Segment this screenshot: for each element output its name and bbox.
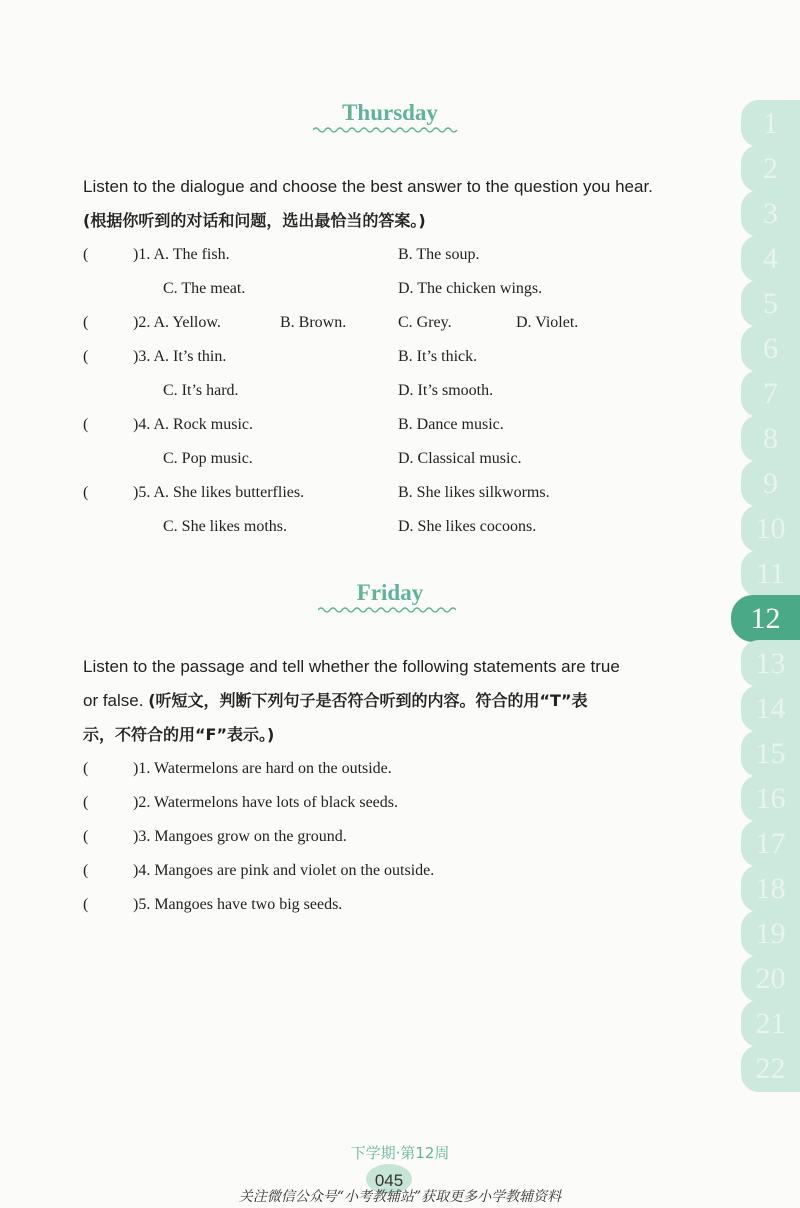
question-row bbox=[0, 340, 740, 374]
tab-week-1[interactable]: 1 bbox=[741, 100, 800, 147]
tab-week-15[interactable]: 15 bbox=[741, 730, 800, 777]
question-number: )1. A. The fish. bbox=[133, 246, 230, 263]
statement-text: )2. Watermelons have lots of black seeds. bbox=[133, 794, 399, 811]
statement-row bbox=[0, 820, 740, 854]
tab-week-14[interactable]: 14 bbox=[741, 685, 800, 732]
option-b: B. The soup. bbox=[398, 246, 480, 263]
answer-blank: ( bbox=[83, 246, 89, 263]
tab-week-3[interactable]: 3 bbox=[741, 190, 800, 237]
statement-text: )3. Mangoes grow on the ground. bbox=[133, 828, 347, 845]
question-row bbox=[0, 238, 740, 272]
answer-blank: ( bbox=[83, 348, 89, 365]
answer-blank: ( bbox=[83, 760, 89, 777]
statement-row bbox=[0, 786, 740, 820]
footer-week-label: 下学期·第12周 bbox=[350, 1144, 450, 1162]
tab-week-20[interactable]: 20 bbox=[741, 955, 800, 1002]
tab-week-2[interactable]: 2 bbox=[741, 145, 800, 192]
title-underline-wave bbox=[313, 126, 461, 134]
question-row-continued bbox=[0, 374, 740, 408]
friday-instruction bbox=[83, 650, 695, 752]
title-underline-wave bbox=[318, 606, 456, 614]
question-row-continued bbox=[0, 442, 740, 476]
question-row bbox=[0, 306, 740, 340]
question-row-continued bbox=[0, 510, 740, 544]
question-row bbox=[0, 408, 740, 442]
tab-week-11[interactable]: 11 bbox=[741, 550, 800, 597]
friday-instruction-en-1: Listen to the passage and tell whether the following statements are true bbox=[83, 657, 620, 676]
tab-week-22[interactable]: 22 bbox=[741, 1045, 800, 1092]
question-number: )2. A. Yellow. bbox=[133, 314, 221, 331]
page-number: 045 bbox=[366, 1164, 412, 1194]
option-d: D. Classical music. bbox=[398, 450, 522, 467]
answer-blank: ( bbox=[83, 484, 89, 501]
answer-blank: ( bbox=[83, 794, 89, 811]
tab-week-12[interactable]: 12 bbox=[731, 595, 800, 642]
tab-week-17[interactable]: 17 bbox=[741, 820, 800, 867]
tab-week-21[interactable]: 21 bbox=[741, 1000, 800, 1047]
tab-week-4[interactable]: 4 bbox=[741, 235, 800, 282]
option-d: D. It’s smooth. bbox=[398, 382, 494, 399]
friday-instruction-cn-1: (听短文，判断下列句子是否符合听到的内容。符合的用“T”表 bbox=[148, 691, 588, 710]
option-b: B. Brown. bbox=[280, 314, 347, 331]
option-c: C. She likes moths. bbox=[163, 518, 288, 535]
option-b: B. Dance music. bbox=[398, 416, 504, 433]
statement-text: )4. Mangoes are pink and violet on the outside. bbox=[133, 862, 435, 879]
question-row bbox=[0, 476, 740, 510]
thursday-instruction-en: Listen to the dialogue and choose the best answer to the question you hear. bbox=[83, 177, 653, 196]
answer-blank: ( bbox=[83, 828, 89, 845]
option-b: B. It’s thick. bbox=[398, 348, 478, 365]
tab-week-8[interactable]: 8 bbox=[741, 415, 800, 462]
option-c: C. It’s hard. bbox=[163, 382, 239, 399]
option-b: B. She likes silkworms. bbox=[398, 484, 550, 501]
question-number: )5. A. She likes butterflies. bbox=[133, 484, 305, 501]
answer-blank: ( bbox=[83, 862, 89, 879]
option-c: C. The meat. bbox=[163, 280, 246, 297]
tab-week-6[interactable]: 6 bbox=[741, 325, 800, 372]
tab-week-13[interactable]: 13 bbox=[741, 640, 800, 687]
answer-blank: ( bbox=[83, 314, 89, 331]
tab-week-16[interactable]: 16 bbox=[741, 775, 800, 822]
tab-week-9[interactable]: 9 bbox=[741, 460, 800, 507]
tab-week-19[interactable]: 19 bbox=[741, 910, 800, 957]
friday-instruction-cn-2: 示，不符合的用“F”表示。) bbox=[83, 725, 275, 744]
tab-week-7[interactable]: 7 bbox=[741, 370, 800, 417]
option-d: D. Violet. bbox=[516, 314, 579, 331]
statement-row bbox=[0, 854, 740, 888]
statement-text: )1. Watermelons are hard on the outside. bbox=[133, 760, 392, 777]
question-number: )4. A. Rock music. bbox=[133, 416, 253, 433]
thursday-instruction-cn: (根据你听到的对话和问题，选出最恰当的答案。) bbox=[83, 211, 426, 230]
tab-week-5[interactable]: 5 bbox=[741, 280, 800, 327]
week-tabs bbox=[741, 100, 800, 1100]
option-c: C. Grey. bbox=[398, 314, 452, 331]
section-title-friday: Friday bbox=[356, 580, 424, 605]
answer-blank: ( bbox=[83, 896, 89, 913]
tab-week-10[interactable]: 10 bbox=[741, 505, 800, 552]
statement-text: )5. Mangoes have two big seeds. bbox=[133, 896, 343, 913]
statement-row bbox=[0, 888, 740, 922]
option-c: C. Pop music. bbox=[163, 450, 253, 467]
option-d: D. The chicken wings. bbox=[398, 280, 543, 297]
section-title-thursday: Thursday bbox=[342, 100, 438, 125]
option-d: D. She likes cocoons. bbox=[398, 518, 537, 535]
tab-week-18[interactable]: 18 bbox=[741, 865, 800, 912]
thursday-instruction bbox=[83, 170, 695, 238]
statement-row bbox=[0, 752, 740, 786]
friday-instruction-en-2: or false. bbox=[83, 691, 144, 710]
footer-note: 关注微信公众号“小考教辅站”获取更多小学教辅资料 bbox=[238, 1189, 562, 1205]
question-row-continued bbox=[0, 272, 740, 306]
answer-blank: ( bbox=[83, 416, 89, 433]
question-number: )3. A. It’s thin. bbox=[133, 348, 227, 365]
